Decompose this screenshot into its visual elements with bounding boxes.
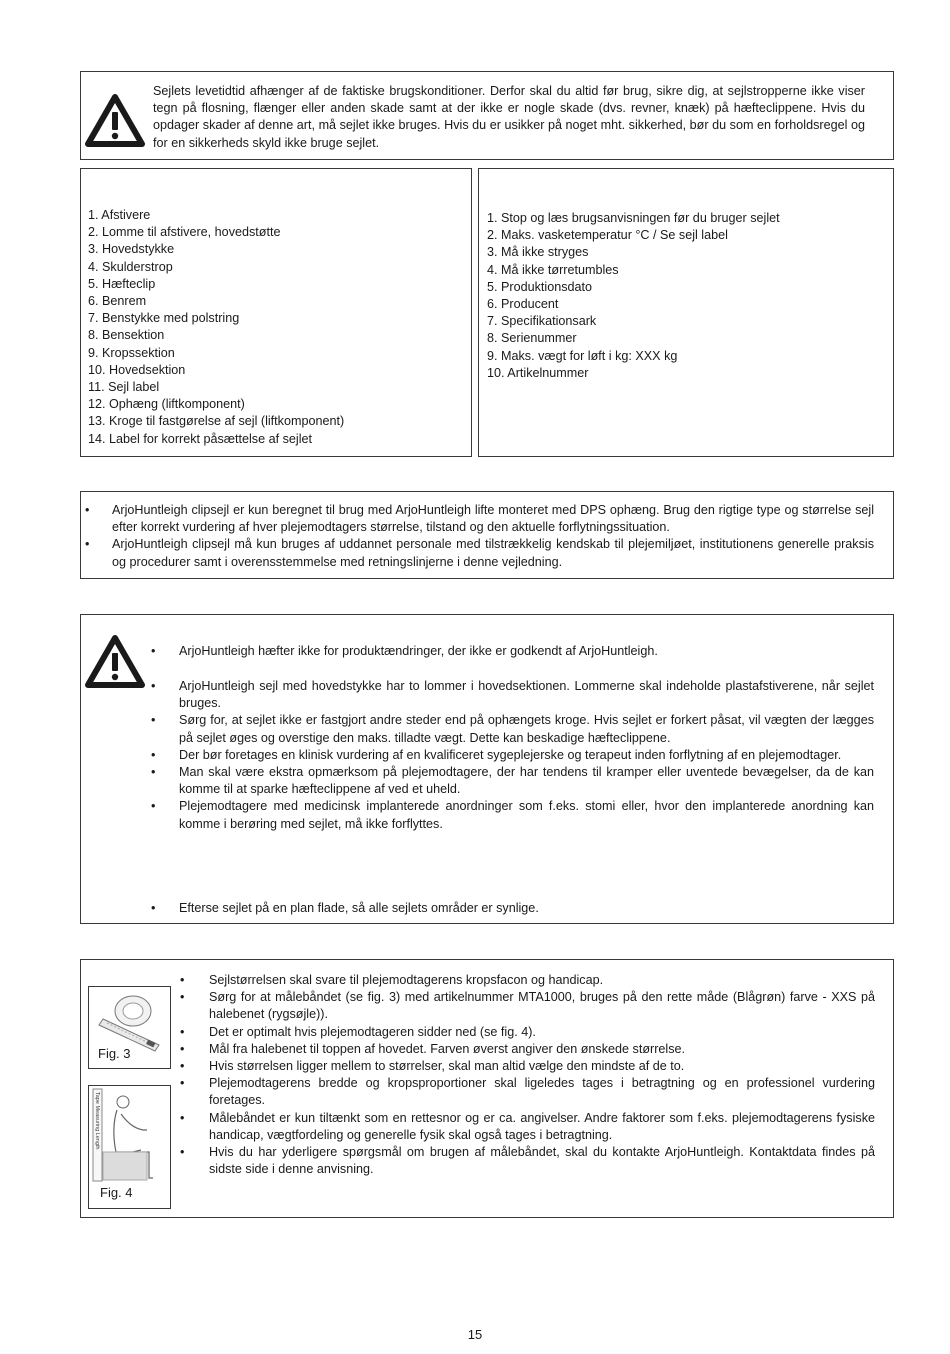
list-item (180, 989, 875, 1023)
bullet-icon: • (180, 1059, 185, 1074)
warning-list-first (151, 643, 874, 660)
figure-4 (88, 1085, 171, 1209)
page-number: 15 (467, 1327, 483, 1342)
sizing-box (80, 959, 894, 1218)
parts-list-item: 13. Kroge til fastgørelse af sejl (liftkomponent) (88, 414, 345, 429)
bullet-icon: • (180, 1041, 185, 1056)
bullet-icon: • (151, 799, 156, 814)
label-list-item: 10. Artikelnummer (487, 365, 589, 380)
fig4-label: Fig. 4 (100, 1185, 133, 1200)
parts-list-item: 8. Bensektion (88, 328, 165, 343)
label-list-box (478, 168, 894, 457)
list-item (151, 764, 874, 798)
parts-list-item: 6. Benrem (88, 294, 147, 309)
sizing-list (180, 972, 875, 1178)
list-item (151, 643, 874, 660)
list-item-text: Det er optimalt hvis plejemodtageren sidder ned (se fig. 4). (209, 1024, 536, 1039)
label-list-item: 2. Maks. vasketemperatur °C / Se sejl label (487, 228, 728, 243)
parts-list-box (80, 168, 472, 457)
bullet-icon: • (180, 1145, 185, 1160)
bullet-icon: • (151, 765, 156, 780)
warning-list-rest (151, 678, 874, 833)
list-item (85, 502, 874, 536)
warning-text: Sejlets levetidtid afhænger af de faktiske brugskonditioner. Derfor skal du altid før brug, sikre dig, at sejlstropperne ikke viser tegn på flosning, flænger eller anden skade samt at der ikke er nogle skade (dvs. revner, knæk) på hæfteclippene. Hvis du opdager skader af denne art, må sejlet ikke bruges. Hvis du er usikker på noget mht. sikkerhed, bør du som en forholdsregel og for en sikkerheds skyld ikke bruge sejlet. (153, 84, 865, 150)
bullet-icon: • (180, 1110, 185, 1125)
parts-list (88, 207, 344, 448)
list-item (180, 972, 875, 989)
list-item-text: ArjoHuntleigh clipsejl er kun beregnet til brug med ArjoHuntleigh lifte monteret med DPS ophæng. Brug den rigtige type og størrelse sejl efter korrekt vurdering af hver plejemodtagers størrelse, tilstand og den aktuelle forflytningssituation. (112, 503, 874, 535)
list-item (180, 1024, 875, 1041)
label-list-item: 6. Producent (487, 297, 559, 312)
list-item-text: ArjoHuntleigh sejl med hovedstykke har to lommer i hovedsektionen. Lommerne skal indeholde plastafstiverene, når sejlet bruges. (179, 679, 874, 711)
list-item: • Efterse sejlet på en plan flade, så alle sejlets områder er synlige. (151, 901, 539, 915)
bullet-icon: • (180, 973, 185, 987)
parts-list-item: 11. Sejl label (88, 380, 160, 395)
list-item (151, 678, 874, 712)
usage-notes-box (80, 491, 894, 579)
list-item-text: Hvis størrelsen ligger mellem to størrelser, skal man altid vælge den mindste af de to. (209, 1059, 685, 1074)
tape-label-text: Tape Measuring Length (94, 1092, 100, 1150)
list-item (180, 1075, 875, 1109)
list-item-text: Plejemodtagerens bredde og kropsproportioner skal ligeledes tages i betragtning og en professionel vurdering foretages. (209, 1076, 875, 1108)
list-item-text: Sørg for at målebåndet (se fig. 3) med artikelnummer MTA1000, bruges på den rette måde (Blågrøn) farve - XXS på halebenet (rygsøjle)). (209, 990, 875, 1022)
list-item-text: Hvis du har yderligere spørgsmål om brugen af målebåndet, skal du kontakte ArjoHuntleigh. Kontaktdata findes på sidste side i denne anvisning. (209, 1145, 875, 1177)
parts-list-item: 10. Hovedsektion (88, 362, 186, 377)
warning-triangle-icon (85, 635, 145, 689)
parts-list-item: 9. Kropssektion (88, 345, 175, 360)
label-list-item: 9. Maks. vægt for løft i kg: XXX kg (487, 348, 678, 363)
list-item (180, 1058, 875, 1075)
label-list-item: 4. Må ikke tørretumbles (487, 262, 619, 277)
warning-box-bullets (80, 614, 894, 924)
parts-list-item: 5. Hæfteclip (88, 276, 156, 291)
list-item-text: Målebåndet er kun tiltænkt som en rettesnor og er ca. angivelser. Andre faktorer som f.eks. plejemodtagerens fysiske handicap, vægtfordeling og generelle fysik skal også tages i betragtning. (209, 1110, 875, 1142)
list-item-text: Man skal være ekstra opmærksom på plejemodtagere, der har tendens til kramper eller uventede bevægelser, da de kan komme til at sparke hæfteclippene af ved et uheld. (179, 765, 874, 797)
parts-list-item: 1. Afstivere (88, 208, 151, 222)
parts-list-item: 4. Skulderstrop (88, 259, 173, 274)
label-list (487, 210, 780, 382)
label-list-item: 3. Må ikke stryges (487, 245, 589, 260)
list-item-text: Mål fra halebenet til toppen af hovedet. Farven øverst angiver den ønskede størrelse. (209, 1041, 686, 1056)
bullet-icon: • (180, 1076, 185, 1091)
parts-list-item: 3. Hovedstykke (88, 242, 175, 257)
parts-list-item: 2. Lomme til afstivere, hovedstøtte (88, 225, 281, 240)
usage-notes-list (85, 502, 874, 571)
bullet-icon: • (151, 747, 156, 762)
label-list-item: 8. Serienummer (487, 331, 577, 346)
list-item (151, 712, 874, 746)
list-item (180, 1110, 875, 1144)
bullet-icon: • (151, 679, 156, 693)
label-list-item: 7. Specifikationsark (487, 314, 597, 329)
list-item (151, 747, 874, 764)
figure-3 (88, 986, 171, 1069)
list-item-text: Der bør foretages en klinisk vurdering af en kvalificeret sygeplejerske og terapeut inden forflytning af en plejemodtager. (179, 747, 842, 762)
label-list-item: 1. Stop og læs brugsanvisningen før du bruger sejlet (487, 211, 780, 225)
list-item (85, 536, 874, 570)
seated-person-measurement-icon (89, 1086, 170, 1186)
list-item-text: ArjoHuntleigh clipsejl må kun bruges af uddannet personale med tilstrækkelig kendskab til plejemiljøet, institutionens generelle praksis og procedurer samt i overensstemmelse med retningslinjerne i denne vejledning. (112, 537, 874, 569)
list-item-text: Plejemodtagere med medicinsk implanterede anordninger som f.eks. stomi eller, hvor den implanterede anordning kan komme i berøring med sejlet, må ikke forflyttes. (179, 799, 874, 831)
bullet-icon: • (151, 713, 156, 728)
bullet-icon: • (151, 644, 156, 658)
list-item (180, 1144, 875, 1178)
warning-box-top (80, 71, 894, 160)
parts-list-item: 7. Benstykke med polstring (88, 311, 240, 326)
warning-list-last (151, 900, 874, 917)
list-item-text: Sejlstørrelsen skal svare til plejemodtagerens kropsfacon og handicap. (209, 973, 604, 987)
bullet-icon: • (180, 1024, 185, 1039)
parts-list-item: 12. Ophæng (liftkomponent) (88, 397, 245, 412)
label-list-item: 5. Produktionsdato (487, 279, 593, 294)
list-item-text: Sørg for, at sejlet ikke er fastgjort andre steder end på ophængets kroge. Hvis sejlet er forkert påsat, vil vægten der lægges på sejlet øges og overstige den maks. tilladte vægt. Dette kan beskadige hæfteclippene. (179, 713, 874, 745)
bullet-icon: • (180, 990, 185, 1005)
warning-triangle-icon (85, 94, 145, 148)
list-item (180, 1041, 875, 1058)
list-item-text: ArjoHuntleigh hæfter ikke for produktændringer, der ikke er godkendt af ArjoHuntleigh. (179, 644, 658, 658)
fig3-label: Fig. 3 (98, 1046, 131, 1061)
bullet-icon: • (85, 503, 90, 517)
list-item (151, 798, 874, 832)
bullet-icon: • (85, 537, 90, 552)
parts-list-item: 14. Label for korrekt påsættelse af sejlet (88, 431, 313, 446)
